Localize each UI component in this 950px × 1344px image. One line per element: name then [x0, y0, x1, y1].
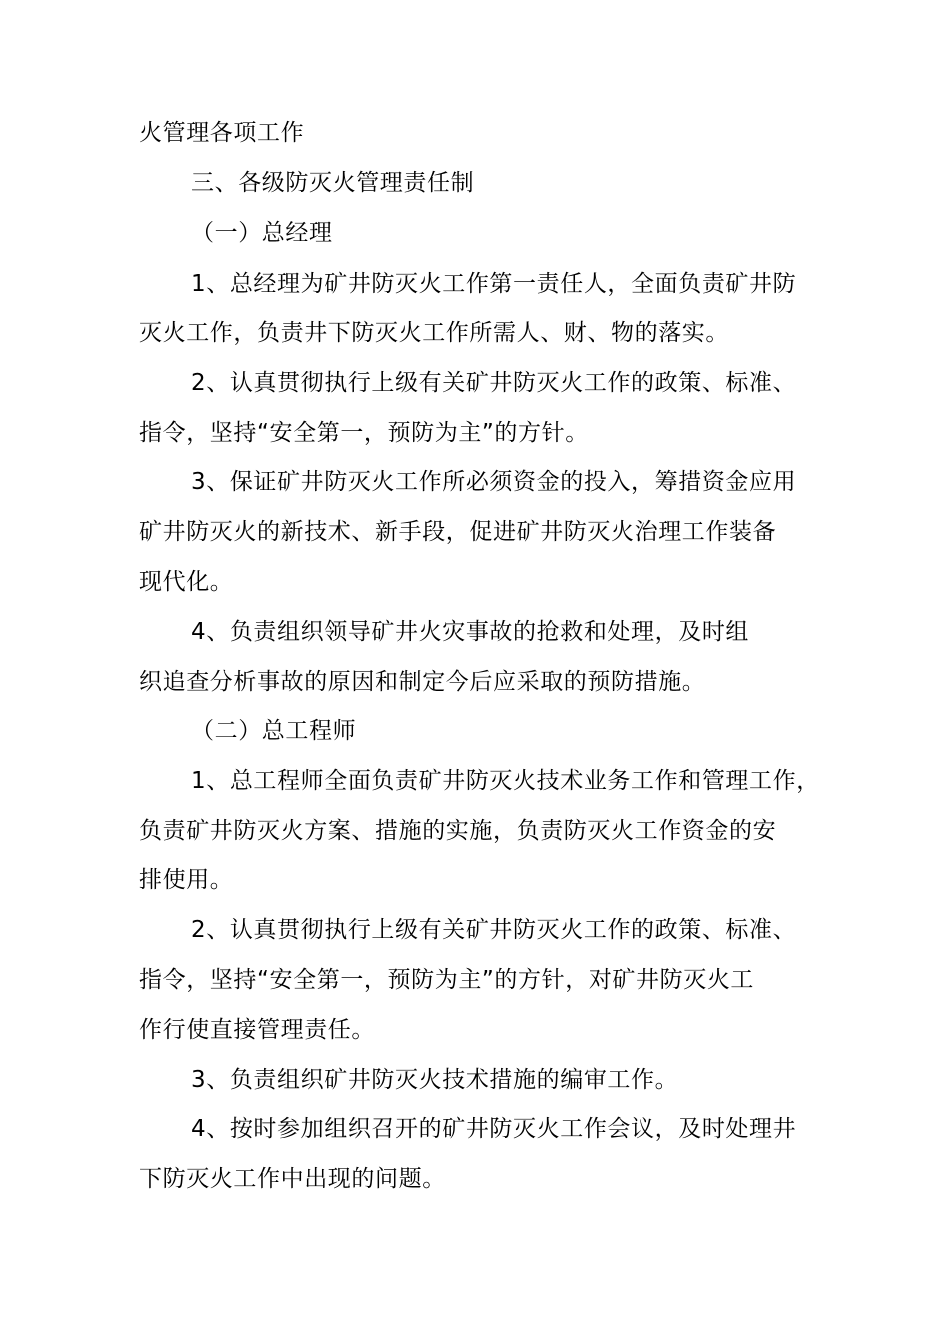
paragraph-line: 灭火工作，负责井下防灭火工作所需人、财、物的落实。	[139, 320, 729, 346]
paragraph-line: 织追查分析事故的原因和制定今后应采取的预防措施。	[139, 669, 706, 695]
section-heading: 三、各级防灭火管理责任制	[191, 170, 475, 196]
paragraph-line: 3、保证矿井防灭火工作所必须资金的投入，筹措资金应用	[191, 469, 797, 495]
paragraph-line: 矿井防灭火的新技术、新手段，促进矿井防灭火治理工作装备	[139, 519, 777, 545]
continued-line: 火管理各项工作	[139, 120, 305, 146]
paragraph-line: 2、认真贯彻执行上级有关矿井防灭火工作的政策、标准、	[191, 917, 797, 943]
paragraph-line: 现代化。	[139, 569, 234, 595]
paragraph-line: 1、总经理为矿井防灭火工作第一责任人，全面负责矿井防	[191, 271, 797, 297]
subsection-heading: （二）总工程师	[191, 718, 357, 744]
paragraph-line: 3、负责组织矿井防灭火技术措施的编审工作。	[191, 1067, 679, 1093]
paragraph-line: 作行使直接管理责任。	[139, 1017, 375, 1043]
paragraph-line: 指令，坚持“安全第一，预防为主”的方针。	[139, 420, 589, 446]
subsection-heading: （一）总经理	[191, 220, 333, 246]
paragraph-line: 下防灭火工作中出现的问题。	[139, 1166, 446, 1192]
paragraph-line: 负责矿井防灭火方案、措施的实施，负责防灭火工作资金的安	[139, 818, 777, 844]
paragraph-line: 4、按时参加组织召开的矿井防灭火工作会议，及时处理井	[191, 1116, 797, 1142]
paragraph-line: 指令，坚持“安全第一，预防为主”的方针，对矿井防灭火工	[139, 967, 755, 993]
paragraph-line: 4、负责组织领导矿井火灾事故的抢救和处理，及时组	[191, 619, 750, 645]
paragraph-line: 1、总工程师全面负责矿井防灭火技术业务工作和管理工作，	[191, 768, 820, 794]
paragraph-line: 排使用。	[139, 867, 234, 893]
paragraph-line: 2、认真贯彻执行上级有关矿井防灭火工作的政策、标准、	[191, 370, 797, 396]
